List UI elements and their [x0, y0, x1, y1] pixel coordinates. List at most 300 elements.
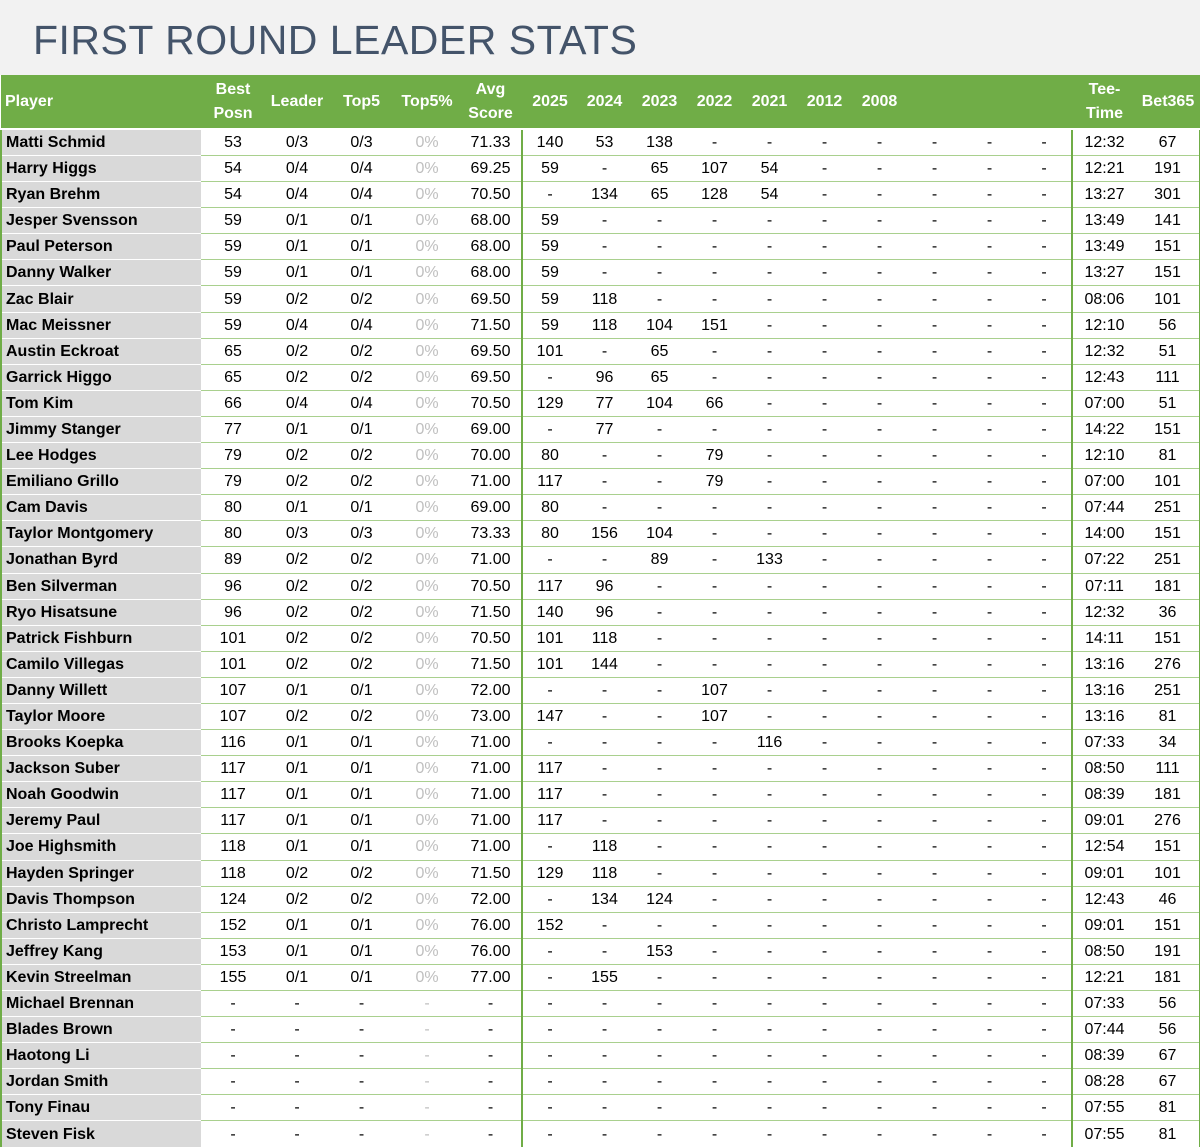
top5-cell: - — [358, 1125, 365, 1143]
year-2012-cell: - — [797, 234, 852, 260]
year-extra-cell: - — [907, 129, 962, 156]
year-2008-cell: - — [852, 495, 907, 521]
best-posn-cell: 96 — [201, 573, 265, 599]
header-year[interactable]: 2025 — [522, 75, 577, 129]
year-2022-cell: - — [687, 1017, 742, 1043]
year-2008-cell: - — [852, 208, 907, 234]
table-row — [1, 651, 1200, 677]
year-2021-cell: - — [742, 991, 797, 1017]
year-2024-cell: 118 — [577, 625, 632, 651]
tee-time-cell: 08:06 — [1072, 286, 1136, 312]
year-2021-cell: - — [742, 1043, 797, 1069]
top5-cell: 0/4 — [329, 182, 394, 208]
year-2022-cell: - — [687, 782, 742, 808]
year-2023-cell: - — [632, 234, 687, 260]
avg-score-cell: - — [487, 1125, 494, 1143]
top5-cell: 0/1 — [329, 782, 394, 808]
header-leader[interactable]: Leader — [265, 75, 329, 129]
year-extra-cell: - — [1017, 182, 1072, 208]
header-year[interactable]: 2021 — [742, 75, 797, 129]
best-posn-cell: - — [201, 991, 265, 1017]
year-2022-cell: - — [687, 991, 742, 1017]
year-extra-cell: - — [907, 625, 962, 651]
table-row — [1, 1095, 1200, 1121]
best-posn-cell: 66 — [201, 390, 265, 416]
year-2008-cell: - — [852, 573, 907, 599]
year-2012-cell: - — [821, 1125, 828, 1143]
year-2024-cell: - — [577, 991, 632, 1017]
year-extra-cell: - — [962, 390, 1017, 416]
year-2023-cell: 65 — [632, 338, 687, 364]
year-2022-cell: - — [687, 912, 742, 938]
table-row — [1, 129, 1200, 156]
year-extra-cell: - — [931, 1125, 938, 1143]
header-year[interactable]: 2023 — [632, 75, 687, 129]
year-extra-cell: - — [962, 521, 1017, 547]
tee-time-cell: 07:33 — [1072, 730, 1136, 756]
best-posn-cell: 89 — [201, 547, 265, 573]
year-2025-cell: 101 — [522, 651, 577, 677]
header-avg-score[interactable]: Avg Score — [460, 75, 522, 129]
bet365-cell: 276 — [1136, 651, 1200, 677]
player-cell: Blades Brown — [1, 1017, 201, 1043]
player-cell: Emiliano Grillo — [1, 469, 201, 495]
year-2025-cell: - — [522, 677, 577, 703]
player-cell: Ben Silverman — [1, 573, 201, 599]
year-extra-cell: - — [1017, 886, 1072, 912]
year-2022-cell: - — [687, 730, 742, 756]
player-cell: Noah Goodwin — [1, 782, 201, 808]
year-2025-cell: 152 — [522, 912, 577, 938]
bet365-cell: 251 — [1136, 547, 1200, 573]
year-2023-cell: - — [632, 599, 687, 625]
tee-time-cell: 13:27 — [1072, 182, 1136, 208]
year-2023-cell: 138 — [632, 129, 687, 156]
year-2024-cell: - — [577, 677, 632, 703]
avg-score-cell: 70.00 — [460, 443, 522, 469]
top5-pct-cell: 0% — [394, 312, 460, 338]
year-extra-cell: - — [907, 573, 962, 599]
year-extra-cell: - — [907, 834, 962, 860]
header-player[interactable]: Player — [1, 75, 201, 129]
year-2012-cell: - — [797, 156, 852, 182]
year-2022-cell: 66 — [687, 390, 742, 416]
best-posn-cell: 53 — [201, 129, 265, 156]
avg-score-cell: 72.00 — [460, 886, 522, 912]
year-2025-cell: - — [522, 1069, 577, 1095]
year-2023-cell: - — [632, 495, 687, 521]
year-2008-cell: - — [852, 156, 907, 182]
year-extra-cell: - — [907, 416, 962, 442]
tee-time-cell: 08:50 — [1072, 938, 1136, 964]
year-2012-cell: - — [797, 573, 852, 599]
top5-pct-cell: - — [424, 1125, 430, 1143]
year-2008-cell: - — [876, 1125, 883, 1143]
year-2012-cell: - — [797, 834, 852, 860]
year-extra-cell: - — [962, 886, 1017, 912]
year-extra-cell: - — [1017, 756, 1072, 782]
year-2021-cell: - — [742, 573, 797, 599]
year-extra-cell: - — [1017, 860, 1072, 886]
top5-pct-cell: - — [394, 991, 460, 1017]
year-2012-cell: - — [797, 182, 852, 208]
year-extra-cell: - — [907, 599, 962, 625]
bet365-cell: 34 — [1136, 730, 1200, 756]
year-2024-cell: - — [577, 808, 632, 834]
avg-score-cell: 70.50 — [460, 573, 522, 599]
top5-pct-cell: 0% — [394, 234, 460, 260]
avg-score-cell: 68.00 — [460, 208, 522, 234]
header-top5-pct[interactable]: Top5% — [394, 75, 460, 129]
top5-cell: 0/1 — [329, 208, 394, 234]
year-2024-cell: - — [577, 1095, 632, 1121]
year-2008-cell: - — [852, 182, 907, 208]
year-extra-cell: - — [1017, 1069, 1072, 1095]
year-2025-cell: 59 — [522, 260, 577, 286]
bet365-cell: 67 — [1136, 1069, 1200, 1095]
year-2021-cell: - — [742, 521, 797, 547]
best-posn-cell: 117 — [201, 756, 265, 782]
best-posn-cell: 155 — [201, 964, 265, 990]
top5-pct-cell: 0% — [394, 547, 460, 573]
player-cell: Ryo Hisatsune — [1, 599, 201, 625]
top5-pct-cell: 0% — [394, 390, 460, 416]
player-cell: Danny Walker — [1, 260, 201, 286]
leader-cell: 0/2 — [265, 599, 329, 625]
year-2008-cell: - — [852, 886, 907, 912]
tee-time-cell: 12:21 — [1072, 964, 1136, 990]
player-cell: Camilo Villegas — [1, 651, 201, 677]
year-extra-cell: - — [962, 260, 1017, 286]
year-2022-cell: - — [687, 808, 742, 834]
header-top5[interactable]: Top5 — [329, 75, 394, 129]
leader-cell: 0/4 — [265, 312, 329, 338]
year-2012-cell: - — [797, 547, 852, 573]
year-2008-cell: - — [852, 938, 907, 964]
year-2008-cell: - — [852, 703, 907, 729]
year-2021-cell: - — [742, 782, 797, 808]
leader-cell: - — [294, 1125, 300, 1143]
header-year[interactable]: 2012 — [797, 75, 852, 129]
year-2023-cell: 89 — [632, 547, 687, 573]
year-2022-cell: - — [687, 625, 742, 651]
year-extra-cell: - — [962, 234, 1017, 260]
top5-pct-cell: 0% — [394, 182, 460, 208]
year-2023-cell: 65 — [632, 182, 687, 208]
best-posn-cell: 117 — [201, 808, 265, 834]
avg-score-cell: - — [460, 1095, 522, 1121]
year-2025-cell: 117 — [522, 808, 577, 834]
avg-score-cell: 69.00 — [460, 416, 522, 442]
top5-pct-cell: - — [394, 1069, 460, 1095]
avg-score-cell: 71.00 — [460, 547, 522, 573]
year-extra-cell: - — [1017, 208, 1072, 234]
year-2012-cell: - — [797, 390, 852, 416]
year-extra-cell: - — [907, 495, 962, 521]
top5-pct-cell: 0% — [394, 443, 460, 469]
year-2024-cell: - — [577, 1043, 632, 1069]
year-extra-cell: - — [907, 860, 962, 886]
tee-time-cell: 07:44 — [1072, 495, 1136, 521]
player-cell: Matti Schmid — [1, 129, 201, 156]
top5-pct-cell: 0% — [394, 808, 460, 834]
header-tee-time[interactable]: Tee- Time — [1072, 75, 1136, 129]
leader-cell: 0/1 — [265, 416, 329, 442]
year-2025-cell: 147 — [522, 703, 577, 729]
year-2022-cell: - — [687, 260, 742, 286]
top5-cell: 0/4 — [329, 312, 394, 338]
year-2012-cell: - — [797, 495, 852, 521]
bet365-cell: 251 — [1136, 677, 1200, 703]
year-2008-cell: - — [852, 677, 907, 703]
table-row — [1, 1043, 1200, 1069]
top5-cell: 0/2 — [329, 625, 394, 651]
leader-cell: 0/1 — [265, 834, 329, 860]
top5-pct-cell: 0% — [394, 286, 460, 312]
year-2008-cell: - — [852, 1017, 907, 1043]
best-posn-cell: 80 — [201, 495, 265, 521]
avg-score-cell: 71.00 — [460, 730, 522, 756]
table-row — [1, 860, 1200, 886]
year-2025-cell: 140 — [522, 599, 577, 625]
year-2023-cell: - — [632, 1017, 687, 1043]
year-2023-cell: - — [632, 834, 687, 860]
tee-time-cell: 12:10 — [1072, 312, 1136, 338]
best-posn-cell: 101 — [201, 625, 265, 651]
bet365-cell: 151 — [1136, 234, 1200, 260]
year-2021-cell: - — [742, 625, 797, 651]
year-2012-cell: - — [797, 964, 852, 990]
top5-pct-cell: 0% — [394, 338, 460, 364]
year-2021-cell: 54 — [742, 182, 797, 208]
avg-score-cell: 71.50 — [460, 312, 522, 338]
leader-cell: 0/4 — [265, 390, 329, 416]
year-2008-cell: - — [852, 1069, 907, 1095]
year-2025-cell: 59 — [522, 286, 577, 312]
year-2023-cell: 65 — [632, 156, 687, 182]
top5-cell: 0/2 — [329, 443, 394, 469]
year-extra-cell: - — [907, 443, 962, 469]
year-2021-cell: - — [742, 338, 797, 364]
avg-score-cell: 69.50 — [460, 364, 522, 390]
year-extra-cell: - — [907, 677, 962, 703]
year-extra-cell: - — [962, 912, 1017, 938]
table-row — [1, 703, 1200, 729]
year-2012-cell: - — [797, 677, 852, 703]
year-extra-cell: - — [1017, 964, 1072, 990]
top5-cell: 0/2 — [329, 599, 394, 625]
year-2008-cell: - — [852, 651, 907, 677]
bet365-cell: 151 — [1136, 834, 1200, 860]
year-2025-cell: - — [522, 730, 577, 756]
year-2008-cell: - — [852, 1095, 907, 1121]
bet365-cell: 111 — [1136, 364, 1200, 390]
year-2024-cell: - — [577, 756, 632, 782]
year-2025-cell: - — [522, 364, 577, 390]
year-2023-cell: 65 — [632, 364, 687, 390]
header-year[interactable]: 2022 — [687, 75, 742, 129]
top5-pct-cell: 0% — [394, 782, 460, 808]
avg-score-cell: 71.50 — [460, 599, 522, 625]
avg-score-cell: 70.50 — [460, 625, 522, 651]
year-2025-cell: - — [522, 182, 577, 208]
tee-time-cell: 07:55 — [1072, 1095, 1136, 1121]
leader-cell: 0/1 — [265, 208, 329, 234]
header-year[interactable]: 2024 — [577, 75, 632, 129]
year-extra-cell: - — [1017, 286, 1072, 312]
tee-time-cell: 12:10 — [1072, 443, 1136, 469]
year-2012-cell: - — [797, 521, 852, 547]
bet365-cell: 111 — [1136, 756, 1200, 782]
year-2024-cell: 144 — [577, 651, 632, 677]
year-2012-cell: - — [797, 364, 852, 390]
year-2025-cell: - — [522, 834, 577, 860]
year-2025-cell: 117 — [522, 756, 577, 782]
year-extra-cell: - — [1017, 573, 1072, 599]
year-extra-cell: - — [907, 651, 962, 677]
stats-table — [0, 75, 1200, 1147]
header-year[interactable] — [1017, 75, 1072, 129]
bet365-cell: 151 — [1136, 416, 1200, 442]
bet365-cell: 141 — [1136, 208, 1200, 234]
year-extra-cell: - — [962, 286, 1017, 312]
header-bet365[interactable]: Bet365 — [1136, 75, 1200, 129]
best-posn-cell: 59 — [201, 260, 265, 286]
year-extra-cell: - — [1041, 1125, 1047, 1143]
year-2022-cell: - — [687, 651, 742, 677]
bet365-cell: 67 — [1136, 129, 1200, 156]
best-posn-cell: 124 — [201, 886, 265, 912]
year-extra-cell: - — [962, 1069, 1017, 1095]
table-row — [1, 677, 1200, 703]
table-row — [1, 964, 1200, 990]
top5-cell: 0/2 — [329, 364, 394, 390]
year-2024-cell: - — [577, 260, 632, 286]
year-extra-cell: - — [907, 286, 962, 312]
year-2012-cell: - — [797, 1095, 852, 1121]
bet365-cell: 301 — [1136, 182, 1200, 208]
leader-cell: 0/2 — [265, 547, 329, 573]
year-2008-cell: - — [852, 312, 907, 338]
bet365-cell: 56 — [1136, 312, 1200, 338]
year-extra-cell: - — [1017, 991, 1072, 1017]
leader-cell: - — [265, 991, 329, 1017]
player-cell: Haotong Li — [1, 1043, 201, 1069]
year-2021-cell: - — [742, 834, 797, 860]
year-2008-cell: - — [852, 129, 907, 156]
player-cell: Michael Brennan — [1, 991, 201, 1017]
year-2008-cell: - — [852, 547, 907, 573]
year-extra-cell: - — [1017, 625, 1072, 651]
top5-pct-cell: 0% — [394, 730, 460, 756]
year-2021-cell: - — [742, 495, 797, 521]
year-2022-cell: - — [687, 964, 742, 990]
year-2022-cell: 79 — [687, 443, 742, 469]
top5-cell: 0/1 — [329, 834, 394, 860]
year-2025-cell: 129 — [522, 390, 577, 416]
avg-score-cell: 73.00 — [460, 703, 522, 729]
tee-time-cell: 13:16 — [1072, 651, 1136, 677]
year-2012-cell: - — [797, 886, 852, 912]
year-extra-cell: - — [907, 1069, 962, 1095]
year-2024-cell: 134 — [577, 886, 632, 912]
header-year[interactable]: 2008 — [852, 75, 907, 129]
header-year[interactable] — [962, 75, 1017, 129]
year-2012-cell: - — [797, 286, 852, 312]
player-cell: Jeffrey Kang — [1, 938, 201, 964]
year-2012-cell: - — [797, 129, 852, 156]
leader-cell: 0/1 — [265, 964, 329, 990]
top5-pct-cell: - — [394, 1043, 460, 1069]
year-2025-cell: - — [522, 416, 577, 442]
year-2023-cell: - — [632, 1043, 687, 1069]
year-extra-cell: - — [1017, 260, 1072, 286]
avg-score-cell: 69.25 — [460, 156, 522, 182]
leader-cell: 0/3 — [265, 129, 329, 156]
player-cell: Paul Peterson — [1, 234, 201, 260]
year-2012-cell: - — [797, 625, 852, 651]
bet365-cell: 181 — [1136, 782, 1200, 808]
year-2023-cell: - — [632, 469, 687, 495]
tee-time-cell: 12:32 — [1072, 338, 1136, 364]
year-2025-cell: 59 — [522, 208, 577, 234]
table-row — [1, 991, 1200, 1017]
avg-score-cell: 76.00 — [460, 912, 522, 938]
bet365-cell: 51 — [1136, 338, 1200, 364]
year-extra-cell: - — [907, 782, 962, 808]
year-2024-cell: - — [577, 730, 632, 756]
header-year[interactable] — [907, 75, 962, 129]
year-extra-cell: - — [907, 390, 962, 416]
year-2022-cell: - — [687, 1043, 742, 1069]
year-2021-cell: - — [742, 1095, 797, 1121]
tee-time-cell: 12:32 — [1072, 129, 1136, 156]
table-row — [1, 1017, 1200, 1043]
year-2024-cell: 118 — [577, 286, 632, 312]
year-2021-cell: - — [742, 599, 797, 625]
year-extra-cell: - — [907, 312, 962, 338]
year-2024-cell: - — [577, 703, 632, 729]
year-2008-cell: - — [852, 338, 907, 364]
year-2021-cell: - — [742, 416, 797, 442]
header-best-posn[interactable]: Best Posn — [201, 75, 265, 129]
year-2024-cell: 155 — [577, 964, 632, 990]
avg-score-cell: 71.00 — [460, 834, 522, 860]
year-2025-cell: - — [522, 964, 577, 990]
avg-score-cell: 76.00 — [460, 938, 522, 964]
year-2024-cell: 53 — [577, 129, 632, 156]
bet365-cell: 67 — [1136, 1043, 1200, 1069]
top5-cell: 0/1 — [329, 730, 394, 756]
top5-pct-cell: 0% — [394, 886, 460, 912]
top5-cell: 0/1 — [329, 260, 394, 286]
year-extra-cell: - — [907, 938, 962, 964]
year-2008-cell: - — [852, 834, 907, 860]
best-posn-cell: 153 — [201, 938, 265, 964]
table-body — [1, 129, 1200, 1147]
tee-time-cell: 12:54 — [1072, 834, 1136, 860]
tee-time-cell: 12:43 — [1072, 886, 1136, 912]
year-2008-cell: - — [852, 782, 907, 808]
year-extra-cell: - — [1017, 364, 1072, 390]
year-2025-cell: - — [522, 938, 577, 964]
year-2012-cell: - — [797, 599, 852, 625]
top5-pct-cell: 0% — [394, 651, 460, 677]
table-row — [1, 208, 1200, 234]
top5-cell: - — [329, 1095, 394, 1121]
bet365-cell: 56 — [1136, 991, 1200, 1017]
year-extra-cell: - — [907, 703, 962, 729]
